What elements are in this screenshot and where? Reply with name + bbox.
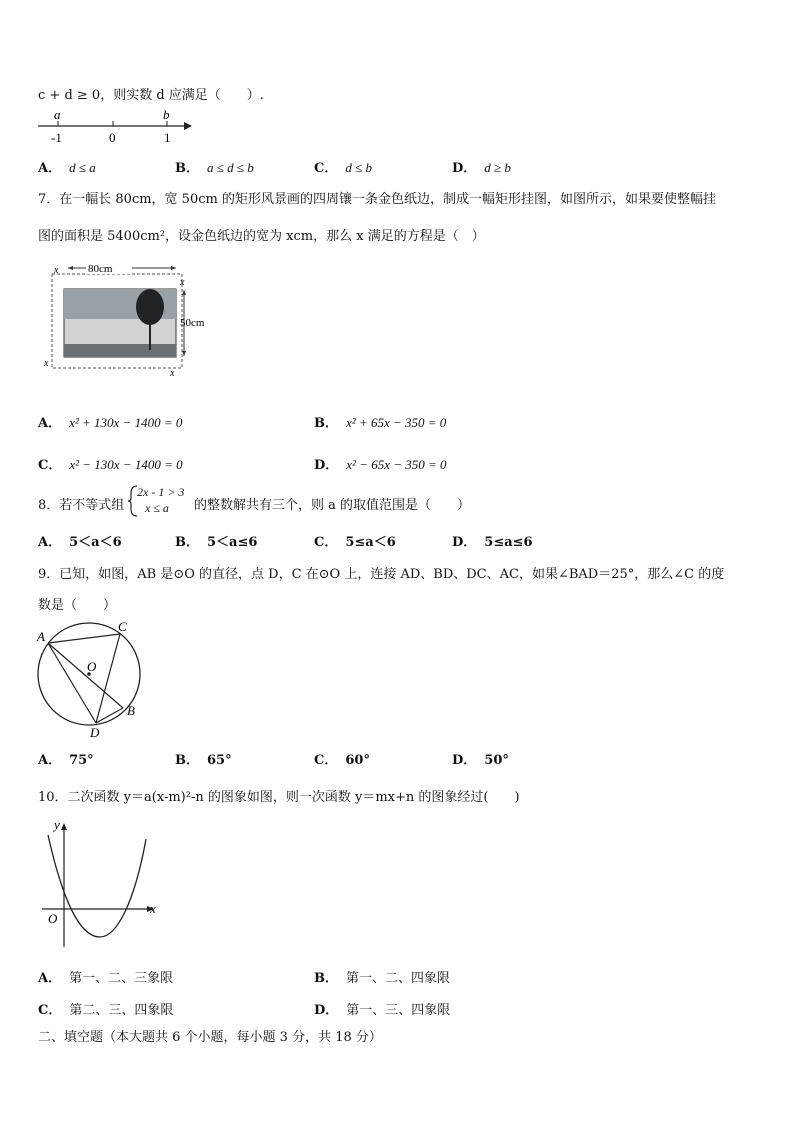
- q8-option-b[interactable]: B． 5＜a≤6: [175, 535, 258, 550]
- section2-title: 二、填空题（本大题共 6 个小题，每小题 3 分，共 18 分）: [38, 1030, 382, 1045]
- q8-suffix: 的整数解共有三个，则 a 的取值范围是（ ）: [194, 498, 471, 513]
- q7-stem-line2: 图的面积是 5400cm²，设金色纸边的宽为 xcm，那么 x 满足的方程是（ ）: [38, 229, 485, 244]
- q9-stem-line2: 数是（ ）: [38, 598, 117, 613]
- q10-stem: 10．二次函数 y＝a(x-m)²-n 的图象如图，则一次函数 y＝mx+n 的图象经过( ): [38, 790, 520, 805]
- q6-option-b[interactable]: B． a ≤ d ≤ b: [175, 160, 254, 176]
- q10-parabola-figure: [36, 815, 166, 951]
- q6-option-c[interactable]: C． d ≤ b: [314, 160, 372, 176]
- q8-prefix: 8．若不等式组: [38, 498, 125, 513]
- fig-x-right: x: [180, 277, 185, 288]
- tick-0: 0: [109, 130, 116, 145]
- fig-height-label: 50cm: [180, 317, 205, 329]
- fig-x-bottom: x: [170, 368, 175, 379]
- fig-x-left: x: [44, 358, 49, 369]
- q10-option-d[interactable]: D． 第一、三、四象限: [314, 1003, 451, 1018]
- q9-circle-figure: [30, 617, 160, 741]
- q9-option-b[interactable]: B． 65°: [175, 753, 232, 768]
- tick-1: 1: [164, 130, 171, 145]
- q10-option-a[interactable]: A． 第一、二、三象限: [38, 971, 174, 986]
- fig-x-top: x: [54, 265, 59, 276]
- q9-option-c[interactable]: C． 60°: [314, 753, 370, 768]
- fig-width-label: 80cm: [88, 263, 113, 275]
- q6-stem: c + d ≥ 0，则实数 d 应满足（ ）.: [38, 88, 264, 103]
- label-C: C: [118, 619, 127, 634]
- q7-frame-figure: [38, 262, 218, 382]
- q10-option-b[interactable]: B． 第一、二、四象限: [314, 971, 451, 986]
- q10-option-c[interactable]: C． 第二、三、四象限: [38, 1003, 174, 1018]
- q7-option-a[interactable]: A． x² + 130x − 1400 = 0: [38, 415, 183, 431]
- q7-option-b[interactable]: B． x² + 65x − 350 = 0: [314, 415, 447, 431]
- q8-option-d[interactable]: D． 5≤a≤6: [452, 535, 533, 550]
- label-B: B: [127, 703, 135, 718]
- label-O: O: [87, 659, 97, 674]
- label-D: D: [90, 725, 100, 740]
- label-y: y: [54, 817, 60, 832]
- q9-option-a[interactable]: A． 75°: [38, 753, 94, 768]
- label-a: a: [54, 107, 61, 122]
- label-A: A: [37, 629, 45, 644]
- q7-option-d[interactable]: D． x² − 65x − 350 = 0: [314, 457, 447, 473]
- q6-option-a[interactable]: A． d ≤ a: [38, 160, 96, 176]
- q9-option-d[interactable]: D． 50°: [452, 753, 509, 768]
- q7-option-c[interactable]: C． x² − 130x − 1400 = 0: [38, 457, 183, 473]
- q7-stem-line1: 7．在一幅长 80cm，宽 50cm 的矩形风景画的四周镶一条金色纸边，制成一幅矩形挂图，如图所示，如果要使整幅挂: [38, 192, 716, 207]
- q8-option-c[interactable]: C． 5≤a＜6: [314, 535, 396, 550]
- label-b: b: [163, 107, 170, 122]
- label-origin: O: [48, 911, 58, 926]
- q8-ineq1: 2x - 1 > 3: [137, 485, 185, 499]
- q6-number-line: [36, 104, 196, 148]
- tick-neg1: -1: [51, 130, 62, 145]
- q6-option-d[interactable]: D． d ≥ b: [452, 160, 511, 176]
- q8-option-a[interactable]: A． 5＜a＜6: [38, 535, 122, 550]
- q8-ineq2: x ≤ a: [145, 501, 169, 515]
- label-x: x: [150, 901, 156, 916]
- q9-stem-line1: 9．已知，如图，AB 是⊙O 的直径，点 D，C 在⊙O 上，连接 AD、BD、DC、AC，如果∠BAD＝25°，那么∠C 的度: [38, 567, 725, 582]
